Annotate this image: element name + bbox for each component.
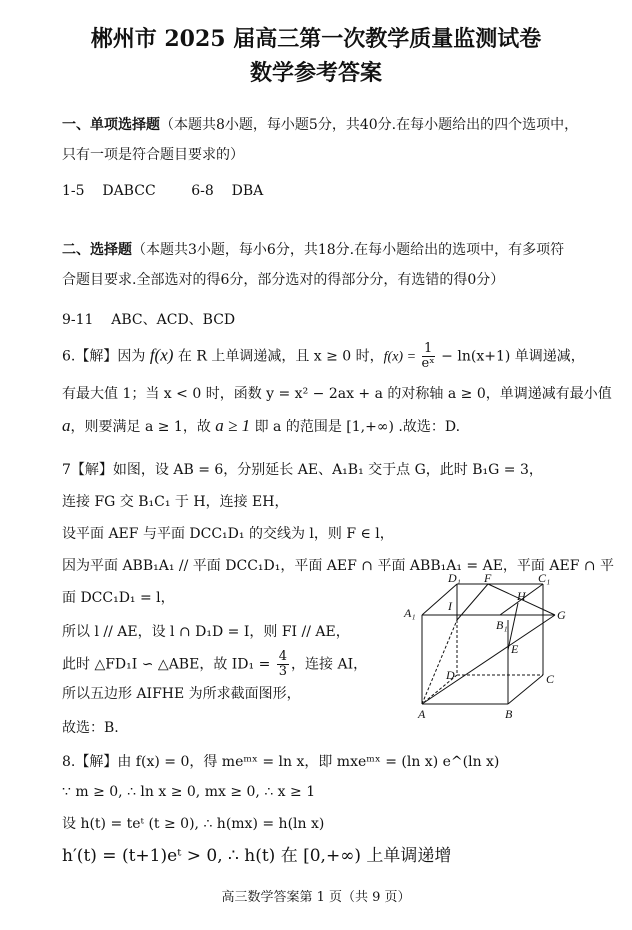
q6-l3-c: a ≥ 1: [215, 416, 251, 435]
label-f: F: [484, 571, 492, 585]
edge-c-b: [508, 675, 543, 704]
q6-fraction: [422, 342, 435, 371]
label-c: C: [546, 672, 555, 686]
doc-subtitle: 数学参考答案: [249, 60, 382, 86]
q7-line4: 因为平面 ABB₁A₁ // 平面 DCC₁D₁，平面 AEF ∩ 平面 ABB₁A₁ = AE，平面 AEF ∩ 平: [62, 558, 615, 574]
q7-l7-a: 此时 △FD₁I ∽ △ABE，故 ID₁ =: [62, 656, 275, 673]
q8-line2: ∵ m ≥ 0, ∴ ln x ≥ 0, mx ≥ 0, ∴ x ≥ 1: [62, 784, 316, 800]
section2-answers: 9-11 ABC、ACD、BCD: [62, 312, 236, 328]
label-a1: A₁: [404, 606, 416, 620]
section2-heading: 二、选择题: [62, 242, 132, 258]
q7-l7-b: ，连接 AI，: [291, 656, 368, 673]
cube-figure: [400, 570, 580, 725]
section2-line1: [62, 240, 564, 260]
q6-frac-den: eˣ: [421, 356, 435, 371]
section2-desc-a: （本题共3小题，每小6分，共18分.在每小题给出的选项中，有多项符: [132, 242, 565, 258]
section2-desc-b: 合题目要求.全部选对的得6分，部分选对的得部分分，有选错的得0分）: [62, 272, 505, 288]
q8-line3: 设 h(t) = teᵗ (t ≥ 0), ∴ h(mx) = h(ln x): [62, 816, 325, 832]
q8-line4: h′(t) = (t+1)eᵗ > 0, ∴ h(t) 在 [0,+∞) 上单调递增: [62, 846, 452, 866]
label-g: G: [557, 608, 566, 622]
page-footer: 高三数学答案第 1 页（共 9 页）: [221, 890, 411, 905]
section1-heading: 一、单项选择题: [62, 117, 160, 133]
section1-answers: 1-5 DABCC 6-8 DBA: [62, 183, 264, 199]
section1-desc-a: （本题共8小题，每小题5分，共40分.在每小题给出的四个选项中，: [160, 117, 579, 133]
q7-frac-den: 3: [278, 664, 288, 679]
label-e: E: [511, 642, 519, 656]
q7-line9: 故选：B.: [62, 720, 119, 736]
q6-f: f: [149, 345, 155, 365]
doc-title: 郴州市 2025 届高三第一次教学质量监测试卷: [90, 26, 542, 52]
q7-line1: 7【解】如图，设 AB = 6，分别延长 AE、A₁B₁ 交于点 G，此时 B₁G = 3，: [62, 462, 543, 478]
q6-frac-num: 1: [422, 342, 435, 357]
q7-fraction: [277, 650, 289, 679]
q6-text-c: − ln(x+1) 单调递减，: [436, 348, 585, 365]
label-d1: D₁: [448, 571, 461, 585]
label-b: B: [505, 707, 513, 721]
q7-frac-num: 4: [278, 649, 288, 664]
label-c1: C₁: [538, 571, 551, 585]
q6-line1: [62, 342, 585, 371]
q6-text-b: 在 R 上单调递减，且 x ≥ 0 时，: [173, 348, 384, 365]
label-i: I: [448, 599, 452, 613]
q6-line2: 有最大值 1；当 x < 0 时，函数 y = x² − 2ax + a 的对称轴 a ≥ 0，单调递减有最小值: [62, 386, 612, 402]
q7-line5: 面 DCC₁D₁ = l，: [62, 590, 175, 606]
q6-l3-b: ，则要满足 a ≥ 1，故: [70, 419, 216, 435]
q6-l3-d: 即 a 的范围是 [1,+∞) .故选：D.: [250, 419, 461, 435]
q7-line2: 连接 FG 交 B₁C₁ 于 H，连接 EH，: [62, 494, 289, 510]
q6-x: (x): [154, 345, 174, 365]
q7-line7: [62, 650, 367, 679]
section1-desc-b: 只有一项是符合题目要求的）: [62, 147, 244, 163]
label-d: D: [446, 668, 455, 682]
q6-line3: [62, 416, 460, 437]
line-a-g: [422, 615, 555, 704]
q7-line3: 设平面 AEF 与平面 DCC₁D₁ 的交线为 l，则 F ∈ l，: [62, 526, 394, 542]
q6-a: a: [62, 416, 71, 435]
label-a: A: [418, 707, 426, 721]
label-b1: B₁: [496, 618, 508, 632]
q7-line8: 所以五边形 AIFHE 为所求截面图形，: [62, 686, 301, 702]
hidden-line-a-i: [422, 620, 457, 704]
label-h: H: [517, 589, 526, 603]
q6-fx: f(x) =: [383, 349, 420, 365]
section1-line1: [62, 115, 578, 135]
q8-line1: 8.【解】由 f(x) = 0，得 meᵐˣ = ln x，即 mxeᵐˣ = (ln x) e^(ln x): [62, 754, 500, 770]
q6-text-a: 6.【解】因为: [62, 348, 150, 365]
q7-line6: 所以 l // AE，设 l ∩ D₁D = I，则 FI // AE，: [62, 624, 350, 640]
